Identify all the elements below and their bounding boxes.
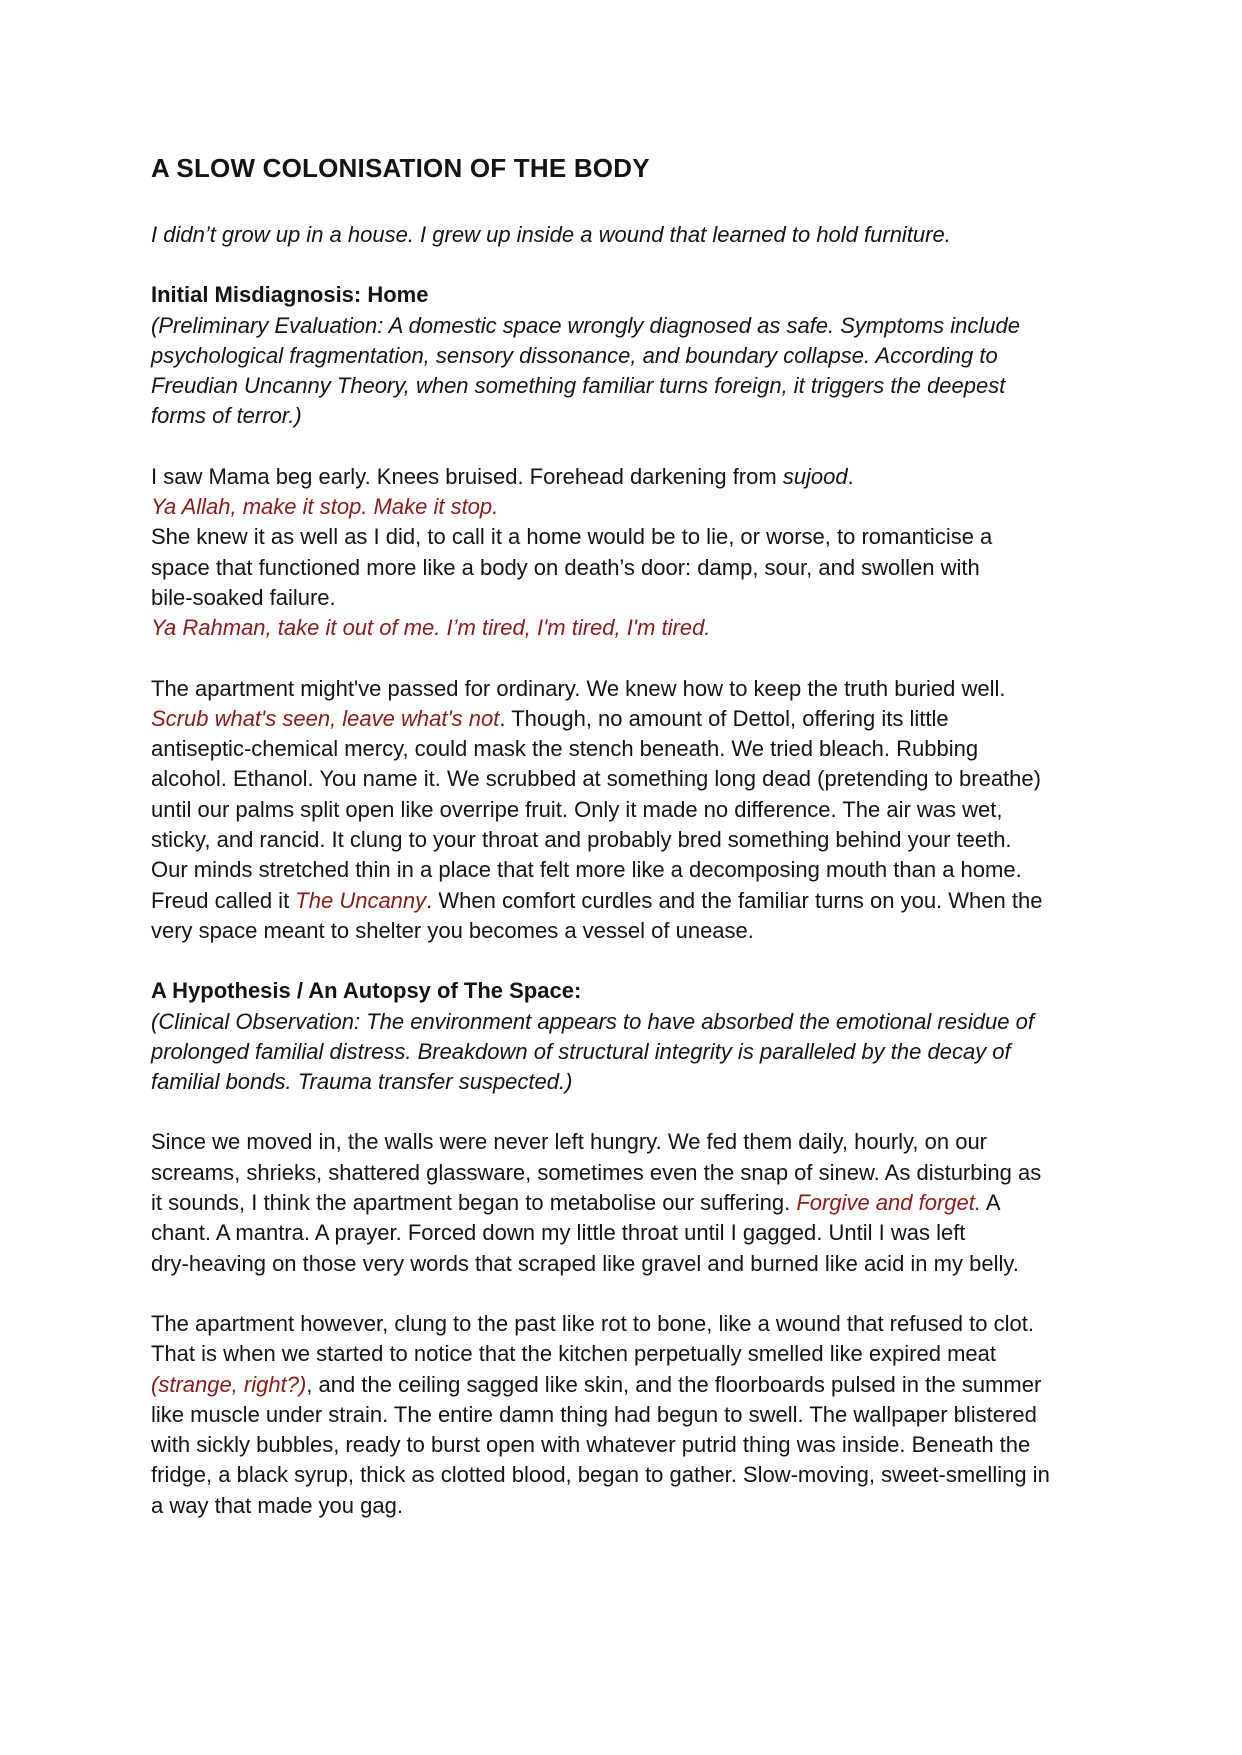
- text-segment: , and the ceiling sagged like skin, and the floorboards pulsed in the summer: [306, 1371, 1042, 1397]
- text-line: [151, 1370, 1111, 1400]
- text-line: [151, 1188, 1111, 1218]
- text-line: with sickly bubbles, ready to burst open with whatever putrid thing was inside. Beneath the: [151, 1432, 1031, 1458]
- clinical-note-observation: [151, 1007, 1111, 1098]
- text-line: bile-soaked failure.: [151, 584, 336, 610]
- document-page: [151, 140, 1111, 1521]
- text-line: [151, 462, 1111, 492]
- text-segment: .: [847, 463, 854, 489]
- text-segment: . Though, no amount of Dettol, offering its little: [499, 705, 949, 731]
- section-heading-initial-misdiagnosis: Initial Misdiagnosis: Home: [151, 282, 429, 308]
- text-line: antiseptic-chemical mercy, could mask the stench beneath. We tried bleach. Rubbing: [151, 736, 979, 762]
- text-line: Our minds stretched thin in a place that felt more like a decomposing mouth than a home.: [151, 857, 1022, 883]
- text-segment: . When comfort curdles and the familiar turns on you. When the: [426, 887, 1043, 913]
- paragraph-apartment-ordinary: [151, 674, 1111, 947]
- paragraph-mama-begging: [151, 462, 1111, 644]
- text-line: That is when we started to notice that the kitchen perpetually smelled like expired meat: [151, 1341, 997, 1367]
- text-line: screams, shrieks, shattered glassware, sometimes even the snap of sinew. As disturbing as: [151, 1159, 1042, 1185]
- prayer-line-ya-rahman: Ya Rahman, take it out of me. I’m tired, I'm tired, I'm tired.: [151, 615, 711, 641]
- text-segment: it sounds, I think the apartment began to metabolise our suffering.: [151, 1190, 797, 1216]
- text-line: Since we moved in, the walls were never left hungry. We fed them daily, hourly, on our: [151, 1129, 987, 1155]
- text-line: until our palms split open like overripe fruit. Only it made no difference. The air was wet,: [151, 796, 1003, 822]
- text-line: dry-heaving on those very words that scraped like gravel and burned like acid in my belly.: [151, 1250, 1019, 1276]
- clinical-note-preliminary-evaluation: [151, 311, 1111, 432]
- text-line: alcohol. Ethanol. You name it. We scrubbed at something long dead (pretending to breathe): [151, 766, 1041, 792]
- prayer-line-ya-allah: Ya Allah, make it stop. Make it stop.: [151, 494, 499, 520]
- epigraph: I didn’t grow up in a house. I grew up inside a wound that learned to hold furniture.: [151, 222, 951, 247]
- text-line: She knew it as well as I did, to call it a home would be to lie, or worse, to romanticise a: [151, 524, 993, 550]
- document-title: A SLOW COLONISATION OF THE BODY: [151, 153, 650, 183]
- red-italic-phrase: Scrub what's seen, leave what's not: [151, 705, 500, 731]
- paragraph-walls-hungry: [151, 1127, 1111, 1278]
- clinical-line: prolonged familial distress. Breakdown of structural integrity is paralleled by the decay of: [151, 1038, 1011, 1064]
- text-line: fridge, a black syrup, thick as clotted blood, began to gather. Slow-moving, sweet-smelling in: [151, 1462, 1050, 1488]
- text-line: The apartment might've passed for ordinary. We knew how to keep the truth buried well.: [151, 675, 1006, 701]
- text-line: [151, 704, 1111, 734]
- clinical-line: Freudian Uncanny Theory, when something familiar turns foreign, it triggers the deepest: [151, 373, 1006, 399]
- text-segment: A: [981, 1190, 1001, 1216]
- clinical-line: forms of terror.): [151, 403, 302, 429]
- text-line: chant. A mantra. A prayer. Forced down my little throat until I gagged. Until I was left: [151, 1220, 966, 1246]
- clinical-line: familial bonds. Trauma transfer suspected.): [151, 1069, 573, 1095]
- text-segment: I saw Mama beg early. Knees bruised. Forehead darkening from: [151, 463, 783, 489]
- text-line: very space meant to shelter you becomes a vessel of unease.: [151, 917, 754, 943]
- section-heading-hypothesis-autopsy: A Hypothesis / An Autopsy of The Space:: [151, 978, 582, 1004]
- text-line: sticky, and rancid. It clung to your throat and probably bred something behind your teeth.: [151, 827, 1012, 853]
- text-line: The apartment however, clung to the past like rot to bone, like a wound that refused to clot.: [151, 1310, 1034, 1336]
- paragraph-apartment-rot: [151, 1309, 1111, 1521]
- text-line: like muscle under strain. The entire damn thing had begun to swell. The wallpaper blistered: [151, 1401, 1037, 1427]
- red-italic-phrase: Forgive and forget.: [796, 1190, 981, 1216]
- clinical-line: psychological fragmentation, sensory dissonance, and boundary collapse. According to: [151, 342, 998, 368]
- text-line: a way that made you gag.: [151, 1492, 403, 1518]
- clinical-line: (Preliminary Evaluation: A domestic space wrongly diagnosed as safe. Symptoms include: [151, 312, 1020, 338]
- red-italic-phrase: The Uncanny: [295, 887, 427, 913]
- text-line: space that functioned more like a body on death’s door: damp, sour, and swollen with: [151, 554, 980, 580]
- italic-term-sujood: sujood: [782, 463, 848, 489]
- text-line: [151, 886, 1111, 916]
- text-segment: Freud called it: [151, 887, 296, 913]
- red-italic-phrase: (strange, right?): [151, 1371, 307, 1397]
- clinical-line: (Clinical Observation: The environment appears to have absorbed the emotional residue of: [151, 1008, 1034, 1034]
